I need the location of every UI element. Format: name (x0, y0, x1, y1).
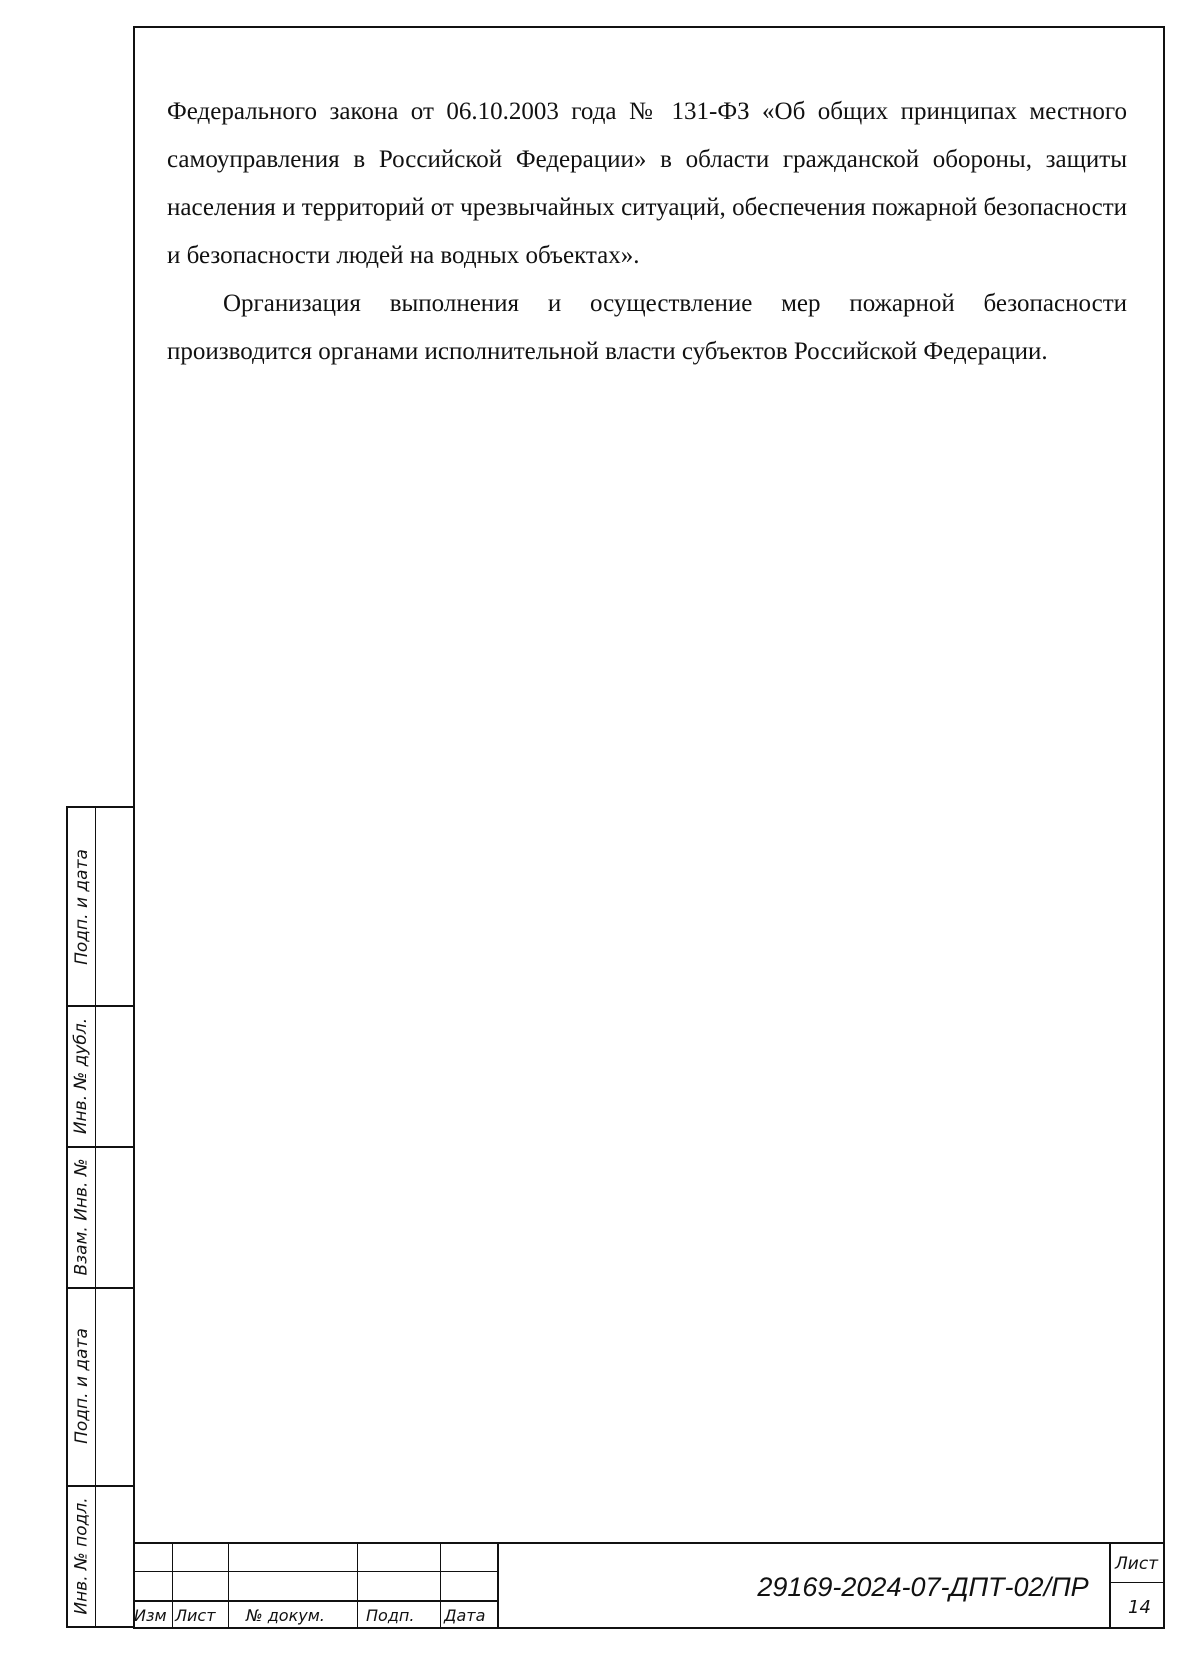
tb-column-line (357, 1544, 358, 1629)
paragraph-2: Организация выполнения и осуществление мер пожарной безопасности производится органами исполнительной власти субъектов Российской Федерации. (167, 290, 1127, 365)
paragraph-1: Федерального закона от 06.10.2003 года № 131-ФЗ «Об общих принципах местного самоуправления в Российской Федерации» в области гражданской обороны, защиты населения и территорий от чрезвычайных ситуаций, обеспечения пожарной безопасности и безопасности людей на водных объектах». (167, 98, 1127, 269)
tb-label-data: Дата (444, 1606, 486, 1625)
side-label-vzam-inv: Взам. Инв. № (71, 1157, 92, 1276)
side-label-inv-podl: Инв. № подл. (71, 1496, 92, 1615)
tb-column-line (497, 1544, 499, 1629)
side-stamp-divider (95, 808, 96, 1626)
document-body (167, 88, 1127, 376)
side-label-inv-dubl: Инв. № дубл. (71, 1017, 92, 1134)
side-label-podp-data-1: Подп. и дата (71, 848, 92, 965)
document-code: 29169-2024-07-ДПТ-02/ПР (757, 1572, 1089, 1602)
side-stamp (66, 806, 135, 1628)
tb-label-izm: Изм (134, 1606, 167, 1625)
tb-row-line (133, 1600, 497, 1602)
side-label-podp-data-2: Подп. и дата (71, 1328, 92, 1444)
tb-label-podp: Подп. (366, 1606, 415, 1625)
sheet-number: 14 (1128, 1597, 1151, 1618)
sheet-label: Лист (1115, 1554, 1159, 1574)
title-block (133, 1542, 1165, 1629)
tb-row-line (133, 1571, 497, 1572)
tb-label-doc-no: № докум. (246, 1606, 325, 1625)
tb-column-line (440, 1544, 441, 1629)
tb-column-line (172, 1544, 173, 1629)
tb-column-line (228, 1544, 229, 1629)
tb-label-list: Лист (175, 1606, 216, 1625)
